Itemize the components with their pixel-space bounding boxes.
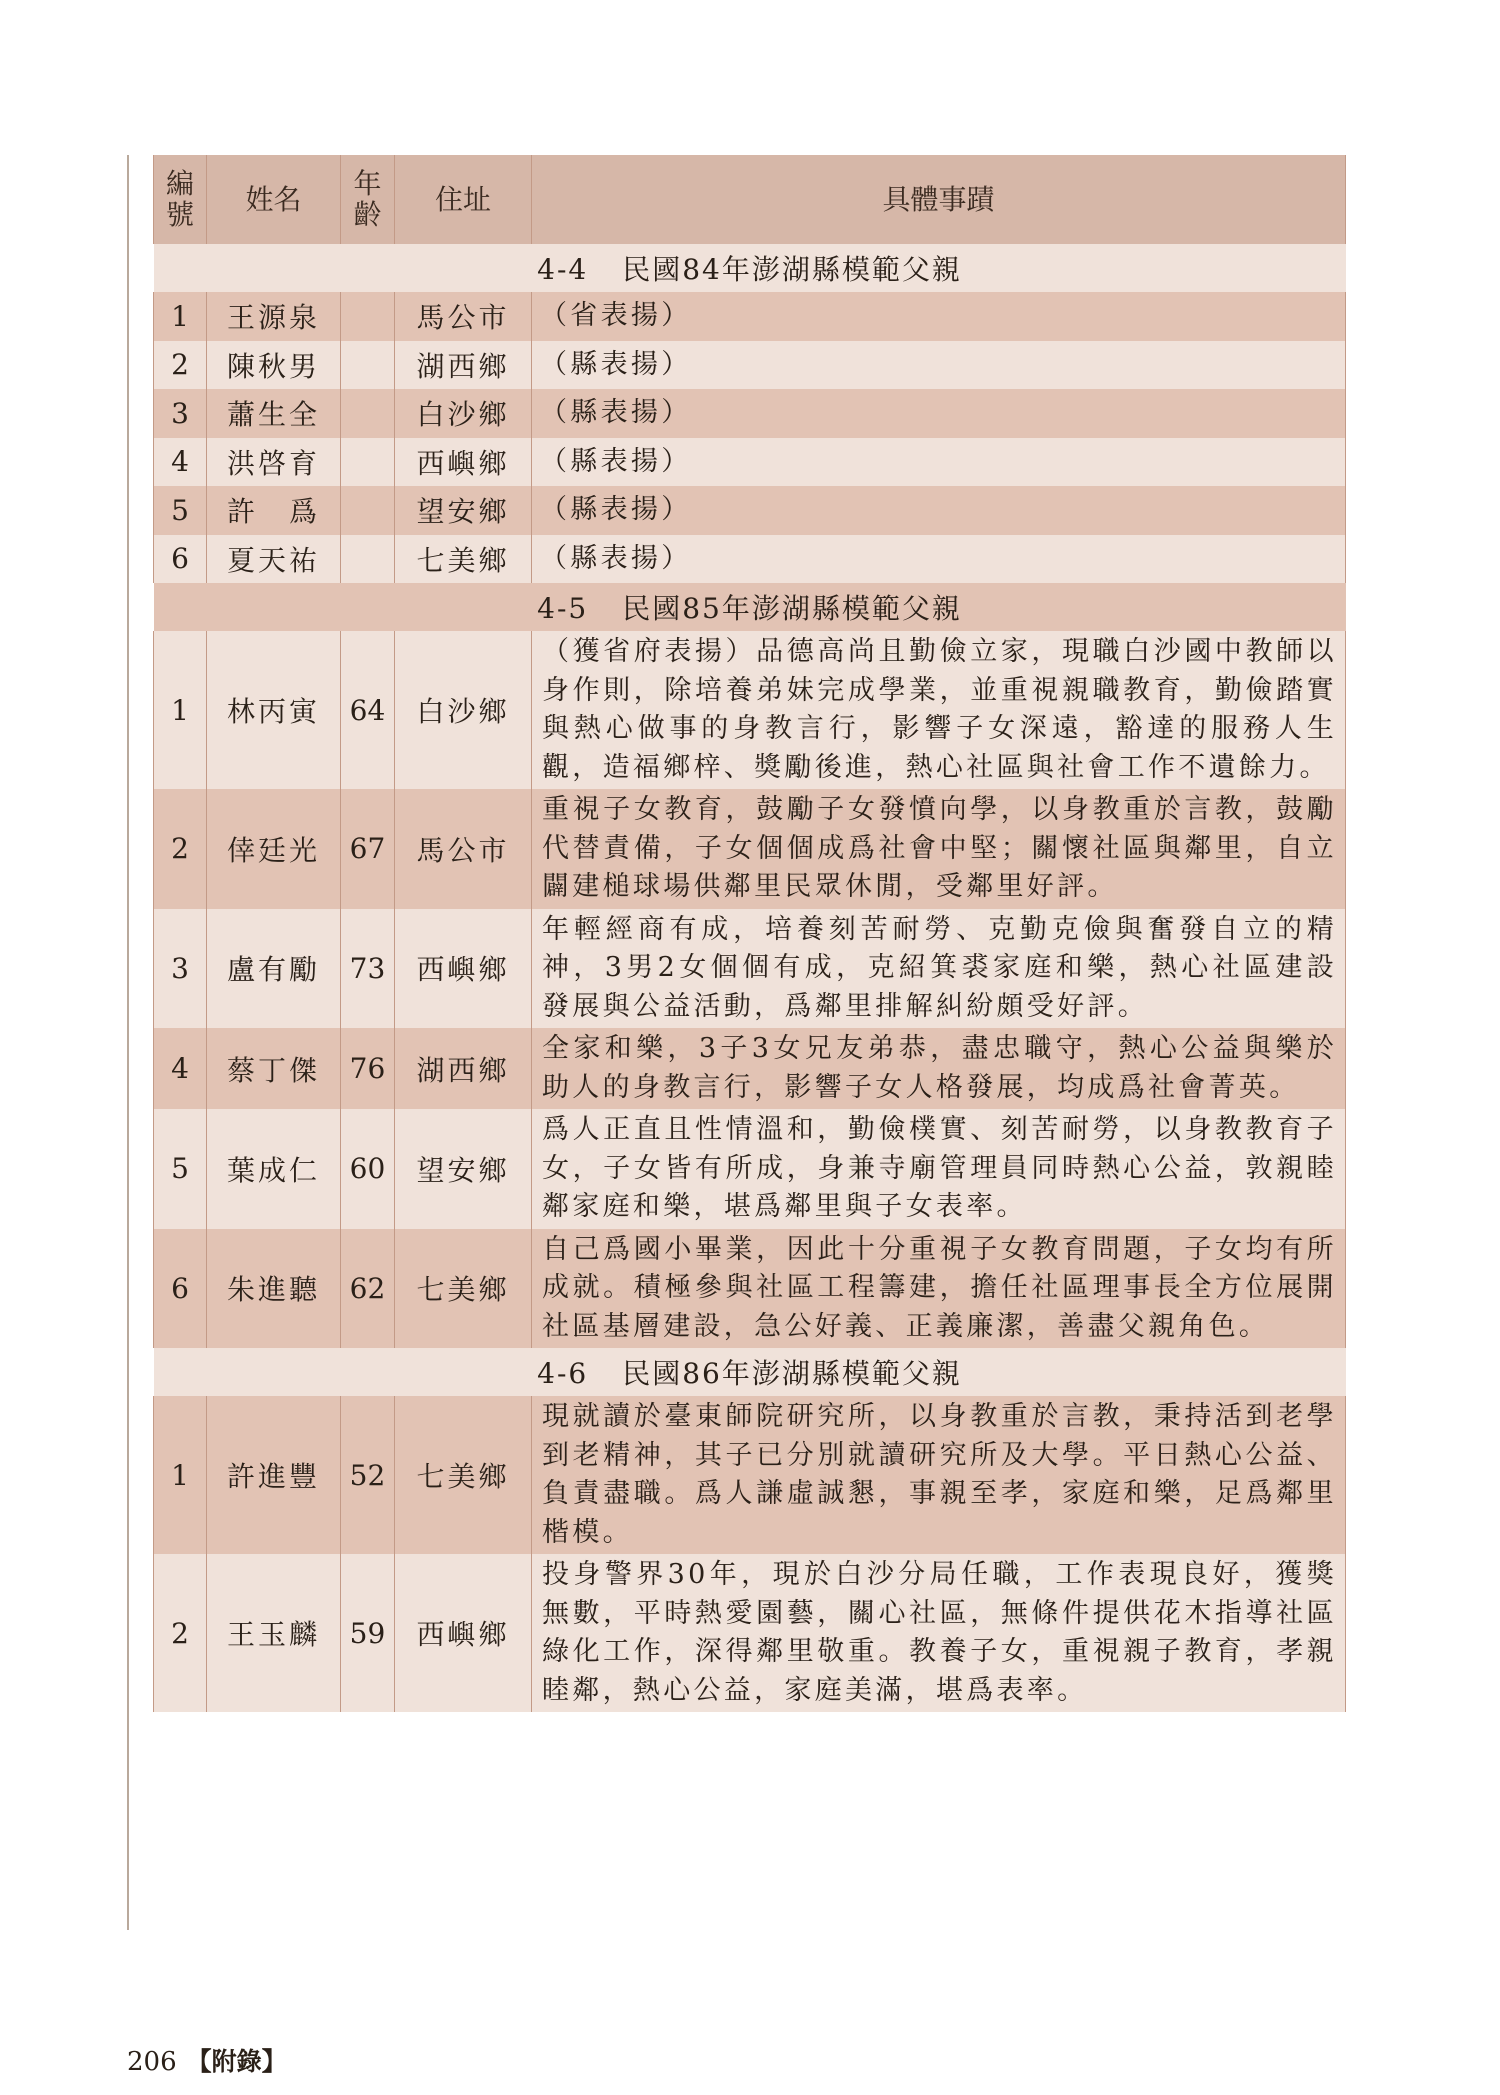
header-number: 編號 — [154, 155, 207, 244]
cell-number: 4 — [154, 1028, 207, 1109]
cell-name: 洪啓育 — [207, 438, 341, 487]
cell-number: 1 — [154, 1396, 207, 1554]
table-row — [154, 909, 1346, 1029]
cell-deeds: 年輕經商有成，培養刻苦耐勞、克勤克儉與奮發自立的精神，3男2女個個有成，克紹箕裘家庭和樂，熱心社區建設發展與公益活動，爲鄰里排解糾紛頗受好評。 — [532, 909, 1346, 1029]
header-name: 姓名 — [207, 155, 341, 244]
table-row — [154, 1554, 1346, 1712]
cell-deeds: （縣表揚） — [532, 535, 1346, 584]
cell-deeds: 自己爲國小畢業，因此十分重視子女教育問題，子女均有所成就。積極參與社區工程籌建，擔任社區理事長全方位展開社區基層建設，急公好義、正義廉潔，善盡父親角色。 — [532, 1229, 1346, 1349]
table-row — [154, 438, 1346, 487]
cell-name: 陳秋男 — [207, 341, 341, 390]
page-margin-rule — [127, 155, 129, 1930]
section-label: 【附錄】 — [186, 2047, 287, 2076]
cell-address: 西嶼鄉 — [395, 1554, 532, 1712]
cell-deeds: 現就讀於臺東師院研究所，以身教重於言教，秉持活到老學到老精神，其子已分別就讀研究所及大學。平日熱心公益、負責盡職。爲人謙虛誠懇，事親至孝，家庭和樂，足爲鄰里楷模。 — [532, 1396, 1346, 1554]
cell-number: 2 — [154, 341, 207, 390]
cell-address: 七美鄉 — [395, 1396, 532, 1554]
header-address: 住址 — [395, 155, 532, 244]
cell-number: 1 — [154, 631, 207, 789]
cell-address: 七美鄉 — [395, 1229, 532, 1349]
cell-deeds: （省表揚） — [532, 292, 1346, 341]
cell-name: 許進豐 — [207, 1396, 341, 1554]
table-row — [154, 486, 1346, 535]
table-row — [154, 341, 1346, 390]
cell-name: 盧有勵 — [207, 909, 341, 1029]
cell-name: 倖廷光 — [207, 789, 341, 909]
table-row — [154, 1109, 1346, 1229]
cell-number: 2 — [154, 1554, 207, 1712]
cell-name: 許 爲 — [207, 486, 341, 535]
cell-age — [341, 341, 395, 390]
section-4-5 — [154, 583, 1346, 1348]
table-row — [154, 631, 1346, 789]
cell-number: 6 — [154, 535, 207, 584]
cell-deeds: （獲省府表揚）品德高尚且勤儉立家，現職白沙國中教師以身作則，除培養弟妹完成學業，並重視親職教育，勤儉踏實與熱心做事的身教言行，影響子女深遠，豁達的服務人生觀，造福鄉梓、獎勵後進，熱心社區與社會工作不遺餘力。 — [532, 631, 1346, 789]
cell-deeds: 投身警界30年，現於白沙分局任職，工作表現良好，獲獎無數，平時熱愛園藝，關心社區，無條件提供花木指導社區綠化工作，深得鄰里敬重。教養子女，重視親子教育，孝親睦鄰，熱心公益，家庭美滿，堪爲表率。 — [532, 1554, 1346, 1712]
table-row — [154, 292, 1346, 341]
section-title-row — [154, 244, 1346, 292]
cell-age: 59 — [341, 1554, 395, 1712]
cell-address: 望安鄉 — [395, 1109, 532, 1229]
table-row — [154, 1229, 1346, 1349]
cell-address: 七美鄉 — [395, 535, 532, 584]
cell-address: 馬公市 — [395, 292, 532, 341]
cell-address: 湖西鄉 — [395, 1028, 532, 1109]
cell-age: 52 — [341, 1396, 395, 1554]
cell-number: 5 — [154, 486, 207, 535]
cell-number: 4 — [154, 438, 207, 487]
cell-number: 3 — [154, 389, 207, 438]
cell-age: 60 — [341, 1109, 395, 1229]
cell-name: 林丙寅 — [207, 631, 341, 789]
cell-number: 3 — [154, 909, 207, 1029]
cell-age — [341, 486, 395, 535]
cell-deeds: （縣表揚） — [532, 438, 1346, 487]
cell-deeds: 全家和樂，3子3女兄友弟恭，盡忠職守，熱心公益與樂於助人的身教言行，影響子女人格發展，均成爲社會菁英。 — [532, 1028, 1346, 1109]
model-fathers-table — [153, 155, 1346, 1712]
section-title: 民國86年澎湖縣模範父親 — [622, 1357, 962, 1390]
cell-age: 67 — [341, 789, 395, 909]
cell-name: 王玉麟 — [207, 1554, 341, 1712]
table-header-row — [154, 155, 1346, 244]
section-number: 4-5 — [537, 592, 589, 625]
header-deeds: 具體事蹟 — [532, 155, 1346, 244]
cell-address: 西嶼鄉 — [395, 438, 532, 487]
cell-age: 76 — [341, 1028, 395, 1109]
section-title: 民國85年澎湖縣模範父親 — [622, 592, 962, 625]
cell-name: 蔡丁傑 — [207, 1028, 341, 1109]
cell-address: 西嶼鄉 — [395, 909, 532, 1029]
table-row — [154, 789, 1346, 909]
cell-number: 6 — [154, 1229, 207, 1349]
cell-deeds: （縣表揚） — [532, 389, 1346, 438]
header-age: 年齡 — [341, 155, 395, 244]
cell-address: 望安鄉 — [395, 486, 532, 535]
section-number: 4-4 — [537, 253, 589, 286]
cell-age: 64 — [341, 631, 395, 789]
cell-address: 馬公市 — [395, 789, 532, 909]
cell-number: 5 — [154, 1109, 207, 1229]
cell-address: 湖西鄉 — [395, 341, 532, 390]
table-row — [154, 389, 1346, 438]
table-row — [154, 1396, 1346, 1554]
cell-age: 62 — [341, 1229, 395, 1349]
cell-deeds: （縣表揚） — [532, 341, 1346, 390]
page-footer — [127, 2042, 287, 2078]
cell-name: 夏天祐 — [207, 535, 341, 584]
section-title-row — [154, 583, 1346, 631]
cell-deeds: （縣表揚） — [532, 486, 1346, 535]
cell-name: 王源泉 — [207, 292, 341, 341]
cell-age — [341, 389, 395, 438]
cell-age: 73 — [341, 909, 395, 1029]
section-number: 4-6 — [537, 1357, 589, 1390]
table-row — [154, 1028, 1346, 1109]
cell-age — [341, 438, 395, 487]
section-4-4 — [154, 244, 1346, 583]
cell-age — [341, 292, 395, 341]
cell-address: 白沙鄉 — [395, 631, 532, 789]
section-4-6 — [154, 1348, 1346, 1712]
section-title: 民國84年澎湖縣模範父親 — [622, 253, 962, 286]
table-row — [154, 535, 1346, 584]
cell-name: 葉成仁 — [207, 1109, 341, 1229]
cell-age — [341, 535, 395, 584]
section-title-row — [154, 1348, 1346, 1396]
page-number: 206 — [127, 2047, 177, 2077]
cell-address: 白沙鄉 — [395, 389, 532, 438]
cell-deeds: 爲人正直且性情溫和，勤儉樸實、刻苦耐勞，以身教教育子女，子女皆有所成，身兼寺廟管理員同時熱心公益，敦親睦鄰家庭和樂，堪爲鄰里與子女表率。 — [532, 1109, 1346, 1229]
cell-name: 朱進聽 — [207, 1229, 341, 1349]
cell-deeds: 重視子女教育，鼓勵子女發憤向學，以身教重於言教，鼓勵代替責備，子女個個成爲社會中堅；關懷社區與鄰里，自立闢建槌球場供鄰里民眾休閒，受鄰里好評。 — [532, 789, 1346, 909]
cell-number: 2 — [154, 789, 207, 909]
cell-name: 蕭生全 — [207, 389, 341, 438]
cell-number: 1 — [154, 292, 207, 341]
